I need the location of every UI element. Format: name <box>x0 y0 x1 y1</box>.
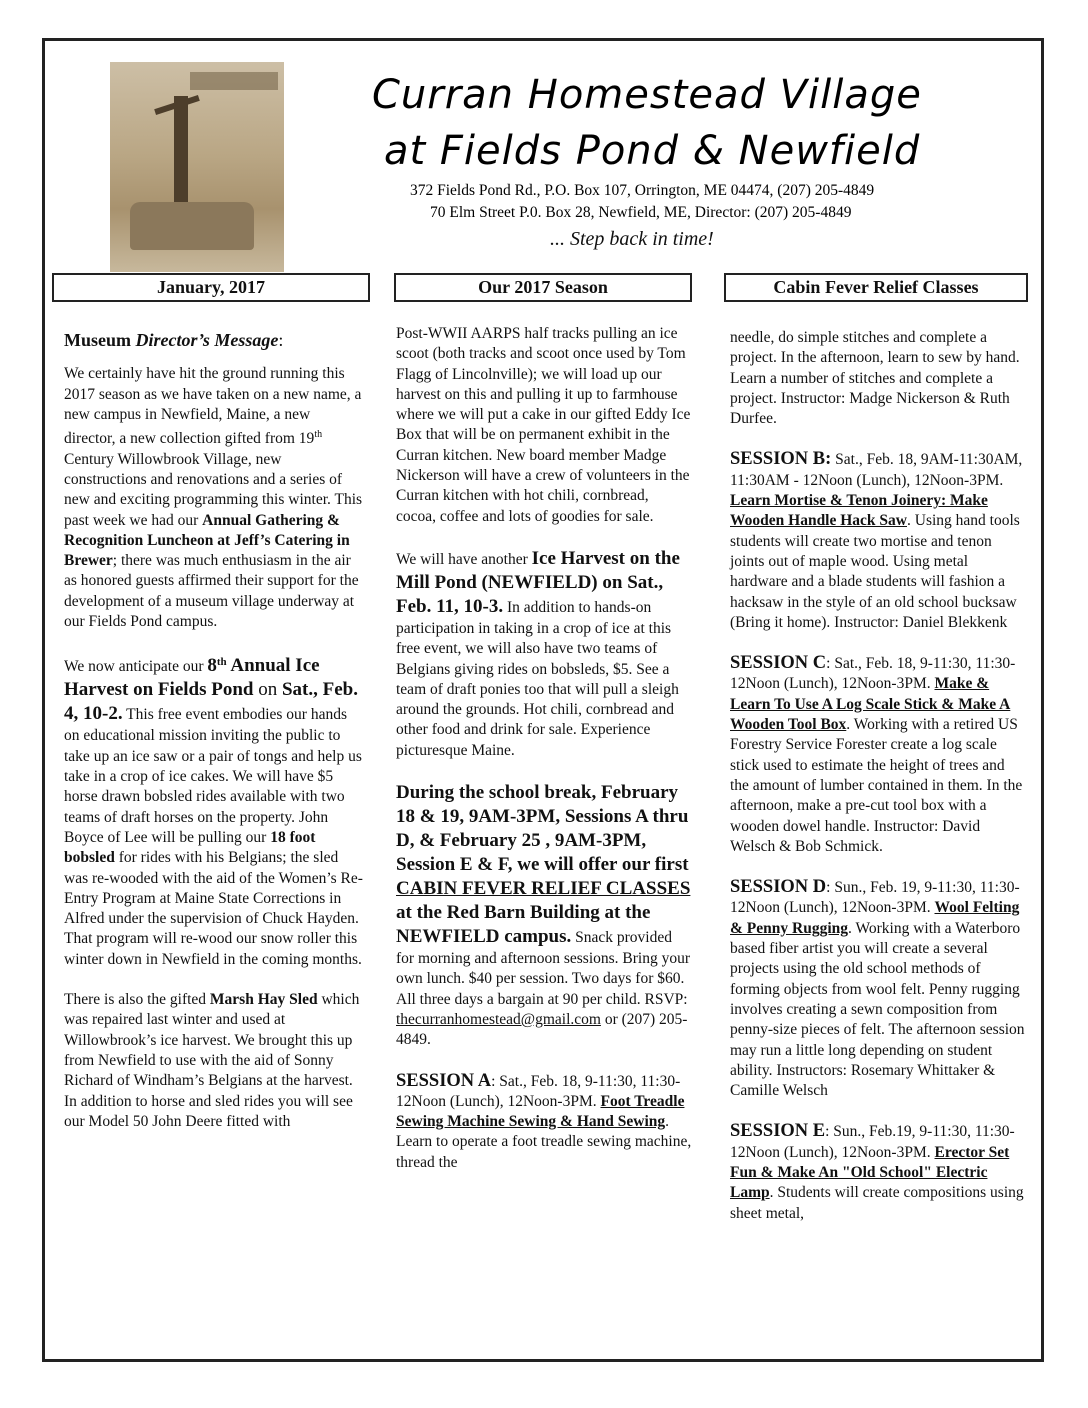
intro-paragraph: We certainly have hit the ground running this 2017 season as we have taken on a new name, a new campus in Newfield, Maine, a new director, a new collection gifted from 19th Century Willowbrook Village, new constructions and renovations and a series of new and exciting programming this winter. This past week we had our Annual Gathering & Recognition Luncheon at Jeff’s Catering in Brewer; there was much enthusiasm in the air as honored guests affirmed their support for the development of a museum village underway at our Fields Pond campus. <box>64 365 363 631</box>
heading-our-2017-season: Our 2017 Season <box>394 273 692 302</box>
mill-pond-paragraph: We will have another Ice Harvest on the Mill Pond (NEWFIELD) on Sat., Feb. 11, 10-3. In addition to hands-on participation in taking in a crop of ice at this free event, we will also have two teams of Belgians giving rides on bobsleds, $5. See a team of draft ponies too that will pull a sleigh around the grounds. Hot chili, cornbread and other food and drink for sale. Experience picturesque Maine. <box>396 547 680 759</box>
session-e: SESSION E: Sun., Feb.19, 9-11:30, 11:30-12Noon (Lunch), 12Noon-3PM. Erector Set Fun & Make An "Old School" Electric Lamp. Students will create compositions using sheet metal, <box>730 1121 1024 1222</box>
school-break-paragraph: During the school break, February 18 & 19, 9AM-3PM, Sessions A thru D, & February 25 , 9AM-3PM, Session E & F, we will offer our first CABIN FEVER RELIEF CLASSES at the Red Barn Building at the NEWFIELD campus. Snack provided for morning and afternoon sessions. Bring your own lunch. $40 per session. Two days for $60. All three days a bargain at 90 per child. RSVP: thecurranhomestead@gmail.com or (207) 205-4849. <box>396 782 691 1049</box>
half-tracks-paragraph: Post-WWII AARPS half tracks pulling an ice scoot (both tracks and scoot once used by Tom Flagg of Lincolnville); we will load up our harvest on this and pulling it up to farmhouse where we will put a cake in our gifted Eddy Ice Box that will be on permanent exhibit in the Curran kitchen. New board member Madge Nickerson will have a crew of volunteers in the Curran kitchen with hot chili, cornbread, cocoa, coffee and lots of goodies for sale. <box>396 325 691 525</box>
director-message-title: Museum Director’s Message: <box>64 330 284 350</box>
session-d: SESSION D: Sun., Feb. 19, 9-11:30, 11:30-12Noon (Lunch), 12Noon-3PM. Wool Felting & Penny Rugging. Working with a Waterboro based fiber artist you will create a several projects using the old school methods of forming objects from wool felt. Penny rugging involves creating a sewn composition from penny-size pieces of felt. The afternoon session may run a little long depending on student ability. Instructors: Rosemary Whittaker & Camille Welsch <box>730 877 1025 1100</box>
title-line-2: at Fields Pond & Newfield <box>384 128 921 174</box>
stone-base <box>130 202 254 250</box>
heading-january-2017: January, 2017 <box>52 273 370 302</box>
photo-sign <box>190 72 278 90</box>
session-c: SESSION C: Sat., Feb. 18, 9-11:30, 11:30-12Noon (Lunch), 12Noon-3PM. Make & Learn To Use A Log Scale Stick & Make A Wooden Tool Box. Working with a retired US Forestry Service Forester create a log scale stick used to estimate the height of trees and the amount of lumber contained in them. In the afternoon, make a pre-cut tool box with a wooden dowel handle. Instructor: David Welsch & Bob Schmick. <box>730 653 1023 855</box>
ice-harvest-paragraph: We now anticipate our 8th Annual Ice Harvest on Fields Pond on Sat., Feb. 4, 10-2. This free event embodies our hands on educational mission inviting the public to take up an ice saw or a pair of tongs and help us take in a crop of ice cakes. We will have $5 horse drawn bobsled rides available with two teams of draft horses on the property. John Boyce of Lee will be pulling our 18 foot bobsled for rides with his Belgians; the sled was re-wooded with the aid of the Women’s Re-Entry Program at Maine State Corrections in Alfred under the supervision of Chuck Hayden. That program will re-wood our snow roller this winter down in Newfield in the coming months. <box>64 655 363 968</box>
email-link[interactable]: thecurranhomestead@gmail.com <box>396 1010 601 1028</box>
right-column <box>730 328 1026 1224</box>
title-line-1: Curran Homestead Village <box>372 72 922 118</box>
tagline: ... Step back in time! <box>550 228 714 250</box>
address-line-2: 70 Elm Street P.0. Box 28, Newfield, ME, Director: (207) 205-4849 <box>430 204 852 221</box>
session-b: SESSION B: Sat., Feb. 18, 9AM-11:30AM, 11:30AM - 12Noon (Lunch), 12Noon-3PM. Learn Mortise & Tenon Joinery: Make Wooden Handle Hack Saw. Using hand tools students will create two mortise and tenon joints out of maple wood. Using metal hardware and a blade students will fashion a hacksaw in the style of an old school bucksaw (Bring it home). Instructor: Daniel Blekkenk <box>730 449 1023 631</box>
heading-cabin-fever: Cabin Fever Relief Classes <box>724 273 1028 302</box>
session-a: SESSION A: Sat., Feb. 18, 9-11:30, 11:30-12Noon (Lunch), 12Noon-3PM. Foot Treadle Sewing Machine Sewing & Hand Sewing. Learn to operate a foot treadle sewing machine, thread the <box>396 1070 692 1171</box>
middle-column <box>396 324 692 1173</box>
pump-post <box>174 96 188 206</box>
marsh-hay-paragraph: There is also the gifted Marsh Hay Sled which was repaired last winter and used at Willowbrook’s ice harvest. We brought this up from Newfield to use with the aid of Sonny Richard of Windham’s Belgians at the harvest. In addition to horse and sled rides you will see our Model 50 John Deere fitted with <box>64 991 360 1130</box>
water-pump-photo <box>110 62 284 272</box>
left-column <box>64 330 364 1132</box>
address-line-1: 372 Fields Pond Rd., P.O. Box 107, Orrington, ME 04474, (207) 205-4849 <box>410 182 875 199</box>
session-a-continued: needle, do simple stitches and complete a project. In the afternoon, learn to sew by hand. Learn a number of stitches and complete a project. Instructor: Madge Nickerson & Ruth Durfee. <box>730 329 1020 428</box>
